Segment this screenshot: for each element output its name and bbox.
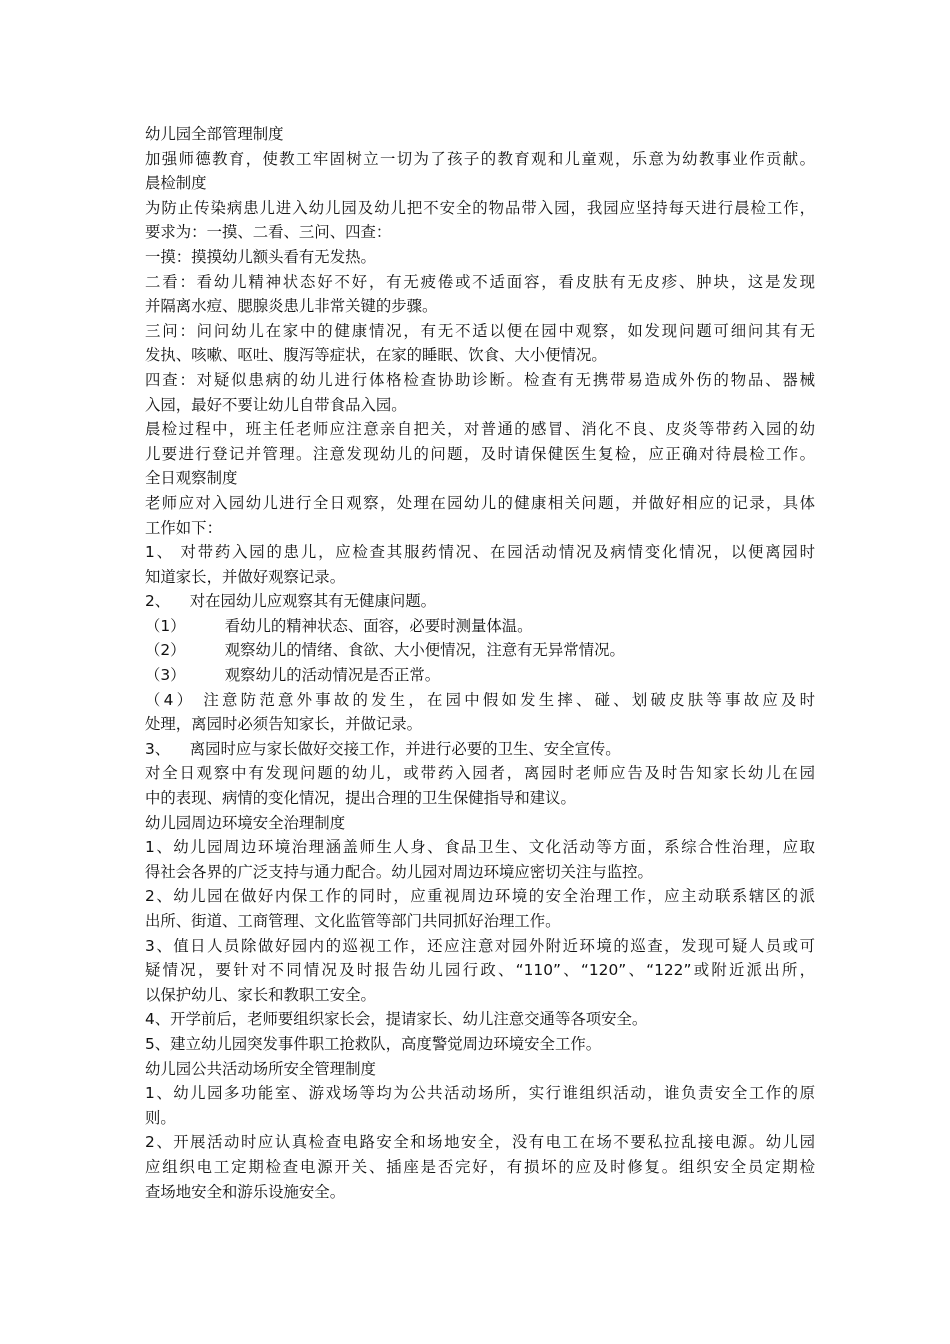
text-line: 以保护幼儿、家长和教职工安全。 bbox=[145, 985, 376, 1004]
text-line: 儿要进行登记并管理。注意发现幼儿的问题，及时请保健医生复检，应正确对待晨检工作。 bbox=[145, 444, 815, 463]
text-line: （1） 看幼儿的精神状态、面容，必要时测量体温。 bbox=[145, 616, 533, 635]
text-line: 一摸：摸摸幼儿额头看有无发热。 bbox=[145, 247, 376, 266]
text-line: （2） 观察幼儿的情绪、食欲、大小便情况，注意有无异常情况。 bbox=[145, 641, 625, 660]
text-line: 1、幼儿园多功能室、游戏场等均为公共活动场所，实行谁组织活动，谁负责安全工作的原 bbox=[145, 1084, 815, 1103]
text-line: 应组织电工定期检查电源开关、插座是否完好，有损坏的应及时修复。组织安全员定期检 bbox=[145, 1157, 815, 1176]
text-line: 入园，最好不要让幼儿自带食品入园。 bbox=[145, 395, 407, 414]
text-line: 全日观察制度 bbox=[145, 469, 238, 488]
text-line: 2、 对在园幼儿应观察其有无健康问题。 bbox=[145, 592, 437, 611]
text-line: 得社会各界的广泛支持与通力配合。幼儿园对周边环境应密切关注与监控。 bbox=[145, 862, 653, 881]
text-line: 2、幼儿园在做好内保工作的同时，应重视周边环境的安全治理工作，应主动联系辖区的派 bbox=[145, 887, 815, 906]
text-line: 二看：看幼儿精神状态好不好，有无疲倦或不适面容，看皮肤有无皮疹、肿块，这是发现 bbox=[145, 272, 815, 291]
document-body bbox=[145, 122, 815, 1204]
text-line: 并隔离水痘、腮腺炎患儿非常关键的步骤。 bbox=[145, 297, 438, 316]
text-line: 3、值日人员除做好园内的巡视工作，还应注意对园外附近环境的巡查，发现可疑人员或可 bbox=[145, 936, 815, 955]
text-line: 幼儿园全部管理制度 bbox=[145, 125, 284, 143]
text-line: 发执、咳嗽、呕吐、腹泻等症状，在家的睡眠、饮食、大小便情况。 bbox=[145, 346, 607, 365]
text-line: 知道家长，并做好观察记录。 bbox=[145, 567, 346, 586]
text-line: 对全日观察中有发现问题的幼儿，或带药入园者，离园时老师应告及时告知家长幼儿在园 bbox=[145, 764, 815, 783]
text-line: 处理，离园时必须告知家长，并做记录。 bbox=[145, 715, 423, 734]
text-line: 幼儿园周边环境安全治理制度 bbox=[145, 813, 346, 832]
text-line: 5、建立幼儿园突发事件职工抢救队，高度警觉周边环境安全工作。 bbox=[145, 1034, 602, 1053]
text-line: 3、 离园时应与家长做好交接工作，并进行必要的卫生、安全宣传。 bbox=[145, 739, 621, 758]
text-line: 查场地安全和游乐设施安全。 bbox=[145, 1182, 346, 1201]
text-line: （4） 注意防范意外事故的发生，在园中假如发生摔、碰、划破皮肤等事故应及时 bbox=[145, 690, 815, 709]
text-line: 老师应对入园幼儿进行全日观察，处理在园幼儿的健康相关问题，并做好相应的记录，具体 bbox=[145, 493, 815, 512]
text-line: 疑情况，要针对不同情况及时报告幼儿园行政、“110”、“120”、“122”或附近派出所， bbox=[145, 961, 815, 980]
text-line: 加强师德教育，使教工牢固树立一切为了孩子的教育观和儿童观，乐意为幼教事业作贡献。 bbox=[145, 149, 815, 168]
text-line: 则。 bbox=[145, 1108, 176, 1127]
text-line: 2、开展活动时应认真检查电路安全和场地安全，没有电工在场不要私拉乱接电源。幼儿园 bbox=[145, 1133, 815, 1152]
text-line: 幼儿园公共活动场所安全管理制度 bbox=[145, 1059, 376, 1078]
text-line: 出所、街道、工商管理、文化监管等部门共同抓好治理工作。 bbox=[145, 912, 561, 930]
text-line: 晨检过程中，班主任老师应注意亲自把关，对普通的感冒、消化不良、皮炎等带药入园的幼 bbox=[145, 420, 815, 439]
text-line: 要求为：一摸、二看、三问、四查： bbox=[145, 223, 392, 242]
text-line: 1、 对带药入园的患儿，应检查其服药情况、在园活动情况及病情变化情况，以便离园时 bbox=[145, 543, 815, 562]
text-line: 4、开学前后，老师要组织家长会，提请家长、幼儿注意交通等各项安全。 bbox=[145, 1010, 648, 1029]
text-line: （3） 观察幼儿的活动情况是否正常。 bbox=[145, 666, 441, 685]
text-line: 中的表现、病情的变化情况，提出合理的卫生保健指导和建议。 bbox=[145, 789, 576, 808]
text-line: 四查：对疑似患病的幼儿进行体格检查协助诊断。检查有无携带易造成外伤的物品、器械 bbox=[145, 370, 815, 389]
text-line: 为防止传染病患儿进入幼儿园及幼儿把不安全的物品带入园，我园应坚持每天进行晨检工作， bbox=[145, 198, 815, 217]
text-line: 1、幼儿园周边环境治理涵盖师生人身、食品卫生、文化活动等方面，系综合性治理，应取 bbox=[145, 838, 815, 857]
text-line: 三问：问问幼儿在家中的健康情况，有无不适以便在园中观察，如发现问题可细问其有无 bbox=[145, 321, 815, 340]
text-line: 工作如下： bbox=[145, 518, 222, 537]
text-line: 晨检制度 bbox=[145, 174, 207, 193]
